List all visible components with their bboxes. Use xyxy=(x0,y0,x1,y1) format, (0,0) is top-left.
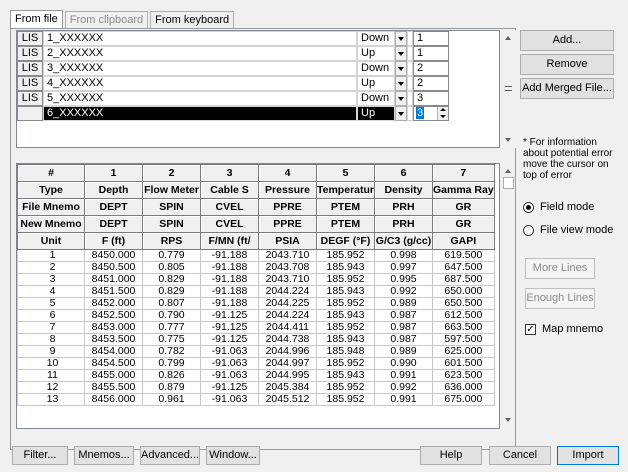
table-cell[interactable]: 185.952 xyxy=(317,394,375,406)
table-cell[interactable]: 2044.995 xyxy=(259,370,317,382)
table-cell[interactable]: 8452.500 xyxy=(85,310,143,322)
file-row-selected[interactable] xyxy=(17,106,500,121)
table-cell[interactable]: 0.998 xyxy=(375,250,433,262)
cancel-button[interactable]: Cancel xyxy=(489,446,551,465)
column-new-mnemo[interactable]: GR xyxy=(433,216,495,233)
lis-button[interactable]: LIS xyxy=(17,61,43,76)
chevron-down-icon[interactable] xyxy=(395,76,407,91)
table-cell[interactable]: 0.989 xyxy=(375,298,433,310)
column-type[interactable]: Temperatur xyxy=(317,182,375,199)
table-cell[interactable]: 2044.996 xyxy=(259,346,317,358)
file-list-scrollbar[interactable] xyxy=(501,30,516,148)
column-unit[interactable]: RPS xyxy=(143,233,201,250)
file-view-mode-radio[interactable] xyxy=(523,224,613,236)
chevron-down-icon[interactable] xyxy=(395,31,407,46)
file-number[interactable]: 3 xyxy=(413,91,449,106)
table-cell[interactable]: 185.943 xyxy=(317,286,375,298)
header-row-new-mnemo xyxy=(18,216,495,233)
table-cell[interactable]: 0.775 xyxy=(143,334,201,346)
column-type[interactable]: Density xyxy=(375,182,433,199)
scroll-up-icon[interactable] xyxy=(505,169,511,173)
column-number[interactable]: 5 xyxy=(317,165,375,182)
column-file-mnemo[interactable]: PPRE xyxy=(259,199,317,216)
add-merged-file-button[interactable]: Add Merged File... xyxy=(520,78,614,99)
table-cell[interactable]: 0.989 xyxy=(375,346,433,358)
table-cell[interactable]: 2045.384 xyxy=(259,382,317,394)
table-cell[interactable]: 8451.000 xyxy=(85,274,143,286)
table-cell[interactable]: 8453.500 xyxy=(85,334,143,346)
spin-down-icon[interactable] xyxy=(438,114,448,121)
table-cell[interactable]: -91.063 xyxy=(201,394,259,406)
file-number[interactable]: 2 xyxy=(413,76,449,91)
radio-icon[interactable] xyxy=(523,225,534,236)
table-row[interactable] xyxy=(18,334,495,346)
row-header: File Mnemo xyxy=(18,199,85,216)
table-cell[interactable]: 597.500 xyxy=(433,334,495,346)
column-new-mnemo[interactable]: CVEL xyxy=(201,216,259,233)
lis-button[interactable]: LIS xyxy=(17,46,43,61)
data-rows xyxy=(18,250,495,406)
row-number-cell[interactable]: 4 xyxy=(18,286,85,298)
table-cell[interactable]: -91.063 xyxy=(201,370,259,382)
column-file-mnemo[interactable]: GR xyxy=(433,199,495,216)
column-file-mnemo[interactable]: CVEL xyxy=(201,199,259,216)
table-cell[interactable]: 2044.411 xyxy=(259,322,317,334)
grid-scrollbar[interactable] xyxy=(501,163,516,429)
scroll-grip-icon[interactable] xyxy=(505,86,512,91)
scroll-up-icon[interactable] xyxy=(505,36,511,40)
file-list[interactable] xyxy=(16,30,500,148)
table-row[interactable] xyxy=(18,298,495,310)
import-button[interactable]: Import xyxy=(557,446,619,465)
file-name[interactable]: 3_XXXXXX xyxy=(43,61,357,76)
spinner-value-text: 3 xyxy=(417,107,424,119)
table-cell[interactable]: 0.990 xyxy=(375,358,433,370)
file-number-spinner[interactable] xyxy=(413,106,449,121)
table-row[interactable] xyxy=(18,394,495,406)
file-name[interactable]: 2_XXXXXX xyxy=(43,46,357,61)
table-cell[interactable]: 8450.000 xyxy=(85,250,143,262)
more-lines-button[interactable]: More Lines xyxy=(525,258,595,279)
column-unit[interactable]: DEGF (°F) xyxy=(317,233,375,250)
column-type[interactable]: Flow Meter xyxy=(143,182,201,199)
column-new-mnemo[interactable]: SPIN xyxy=(143,216,201,233)
table-cell[interactable]: 636.000 xyxy=(433,382,495,394)
checkbox-checked-icon[interactable]: ✓ xyxy=(526,323,535,335)
column-new-mnemo[interactable]: DEPT xyxy=(85,216,143,233)
table-cell[interactable]: 8456.000 xyxy=(85,394,143,406)
table-cell[interactable]: 612.500 xyxy=(433,310,495,322)
table-cell[interactable]: 0.829 xyxy=(143,286,201,298)
table-cell[interactable]: 8450.500 xyxy=(85,262,143,274)
table-cell[interactable]: 0.997 xyxy=(375,262,433,274)
direction-select[interactable]: Up xyxy=(357,46,395,61)
column-number[interactable]: 1 xyxy=(85,165,143,182)
table-row[interactable] xyxy=(18,310,495,322)
table-cell[interactable]: -91.063 xyxy=(201,358,259,370)
table-cell[interactable]: 185.952 xyxy=(317,358,375,370)
table-cell[interactable]: 0.991 xyxy=(375,370,433,382)
table-cell[interactable]: -91.125 xyxy=(201,310,259,322)
table-cell[interactable]: 8454.000 xyxy=(85,346,143,358)
table-cell[interactable]: 650.000 xyxy=(433,286,495,298)
row-number-cell[interactable]: 1 xyxy=(18,250,85,262)
table-cell[interactable]: 185.952 xyxy=(317,250,375,262)
row-number-cell[interactable]: 10 xyxy=(18,358,85,370)
table-cell[interactable]: 0.805 xyxy=(143,262,201,274)
file-row[interactable] xyxy=(17,76,500,91)
map-mnemo-checkbox[interactable] xyxy=(525,323,603,335)
table-row[interactable] xyxy=(18,250,495,262)
table-cell[interactable]: 650.500 xyxy=(433,298,495,310)
file-row[interactable] xyxy=(17,61,500,76)
table-cell[interactable]: 0.961 xyxy=(143,394,201,406)
table-cell[interactable]: 687.500 xyxy=(433,274,495,286)
file-number[interactable]: 1 xyxy=(413,46,449,61)
field-mode-label: Field mode xyxy=(540,201,595,213)
table-cell[interactable]: 0.992 xyxy=(375,286,433,298)
column-file-mnemo[interactable]: SPIN xyxy=(143,199,201,216)
direction-select[interactable]: Up xyxy=(357,106,395,121)
advanced-button[interactable]: Advanced... xyxy=(140,446,200,465)
chevron-down-icon[interactable] xyxy=(395,91,407,106)
field-mode-radio[interactable] xyxy=(523,201,594,213)
table-cell[interactable]: 0.777 xyxy=(143,322,201,334)
row-header: Type xyxy=(18,182,85,199)
data-grid[interactable] xyxy=(16,163,500,429)
table-cell[interactable]: 185.943 xyxy=(317,334,375,346)
file-row[interactable] xyxy=(17,31,500,46)
table-cell[interactable]: 647.500 xyxy=(433,262,495,274)
table-cell[interactable]: 2044.738 xyxy=(259,334,317,346)
file-name[interactable]: 4_XXXXXX xyxy=(43,76,357,91)
enough-lines-button[interactable]: Enough Lines xyxy=(525,288,595,309)
chevron-down-icon[interactable] xyxy=(395,61,407,76)
table-cell[interactable]: 623.500 xyxy=(433,370,495,382)
column-new-mnemo[interactable]: PRH xyxy=(375,216,433,233)
column-new-mnemo[interactable]: PTEM xyxy=(317,216,375,233)
row-number-cell[interactable]: 6 xyxy=(18,310,85,322)
table-row[interactable] xyxy=(18,274,495,286)
table-cell[interactable]: -91.188 xyxy=(201,250,259,262)
direction-select[interactable]: Up xyxy=(357,76,395,91)
table-cell[interactable]: 0.987 xyxy=(375,334,433,346)
table-cell[interactable]: -91.125 xyxy=(201,322,259,334)
tab-from-keyboard[interactable]: From keyboard xyxy=(150,11,234,28)
add-button[interactable]: Add... xyxy=(520,30,614,51)
table-cell[interactable]: 185.952 xyxy=(317,322,375,334)
column-unit[interactable]: F (ft) xyxy=(85,233,143,250)
header-row-unit xyxy=(18,233,495,250)
table-cell[interactable]: 0.829 xyxy=(143,274,201,286)
lis-button[interactable] xyxy=(17,106,43,121)
table-cell[interactable]: 185.952 xyxy=(317,274,375,286)
table-cell[interactable]: 8455.000 xyxy=(85,370,143,382)
direction-select[interactable]: Down xyxy=(357,91,395,106)
row-header: New Mnemo xyxy=(18,216,85,233)
table-cell[interactable]: -91.063 xyxy=(201,346,259,358)
lis-button[interactable]: LIS xyxy=(17,91,43,106)
table-cell[interactable]: 2044.224 xyxy=(259,310,317,322)
column-number[interactable]: 3 xyxy=(201,165,259,182)
table-cell[interactable]: 8455.500 xyxy=(85,382,143,394)
row-number-cell[interactable]: 2 xyxy=(18,262,85,274)
scroll-down-icon[interactable] xyxy=(505,138,511,142)
row-number-cell[interactable]: 8 xyxy=(18,334,85,346)
filter-button[interactable]: Filter... xyxy=(12,446,68,465)
table-cell[interactable]: 185.952 xyxy=(317,382,375,394)
table-cell[interactable]: -91.125 xyxy=(201,334,259,346)
table-row[interactable] xyxy=(18,322,495,334)
table-cell[interactable]: 185.943 xyxy=(317,310,375,322)
table-cell[interactable]: 675.000 xyxy=(433,394,495,406)
column-number[interactable]: 2 xyxy=(143,165,201,182)
table-cell[interactable]: 2043.708 xyxy=(259,262,317,274)
row-header: # xyxy=(18,165,85,182)
column-file-mnemo[interactable]: PRH xyxy=(375,199,433,216)
column-number[interactable]: 6 xyxy=(375,165,433,182)
remove-button[interactable]: Remove xyxy=(520,54,614,75)
table-cell[interactable]: 0.790 xyxy=(143,310,201,322)
map-mnemo-label: Map mnemo xyxy=(542,323,604,335)
table-row[interactable] xyxy=(18,286,495,298)
table-cell[interactable]: 0.799 xyxy=(143,358,201,370)
column-number[interactable]: 4 xyxy=(259,165,317,182)
column-unit[interactable]: PSIA xyxy=(259,233,317,250)
table-cell[interactable]: 2043.710 xyxy=(259,250,317,262)
window-button[interactable]: Window... xyxy=(206,446,260,465)
row-number-cell[interactable]: 7 xyxy=(18,322,85,334)
table-cell[interactable]: 0.987 xyxy=(375,310,433,322)
table-cell[interactable]: 8451.500 xyxy=(85,286,143,298)
chevron-down-icon[interactable] xyxy=(395,46,407,61)
data-table xyxy=(17,164,495,406)
error-info-note: * For information about potential error move the cursor on top of error xyxy=(523,137,613,181)
header-row-type xyxy=(18,182,495,199)
row-header: Unit xyxy=(18,233,85,250)
column-new-mnemo[interactable]: PPRE xyxy=(259,216,317,233)
table-cell[interactable]: 663.500 xyxy=(433,322,495,334)
table-cell[interactable]: 2044.225 xyxy=(259,298,317,310)
scroll-thumb[interactable] xyxy=(503,177,514,189)
column-unit[interactable]: GAPI xyxy=(433,233,495,250)
table-cell[interactable]: 8452.000 xyxy=(85,298,143,310)
table-cell[interactable]: 0.992 xyxy=(375,382,433,394)
column-file-mnemo[interactable]: PTEM xyxy=(317,199,375,216)
file-number[interactable]: 1 xyxy=(413,31,449,46)
table-cell[interactable]: 619.500 xyxy=(433,250,495,262)
table-cell[interactable]: 8453.000 xyxy=(85,322,143,334)
table-cell[interactable]: 2044.224 xyxy=(259,286,317,298)
table-cell[interactable]: -91.188 xyxy=(201,298,259,310)
tab-strip xyxy=(10,10,236,28)
table-cell[interactable]: -91.188 xyxy=(201,274,259,286)
file-name[interactable]: 1_XXXXXX xyxy=(43,31,357,46)
table-cell[interactable]: 0.879 xyxy=(143,382,201,394)
row-number-cell[interactable]: 9 xyxy=(18,346,85,358)
table-cell[interactable]: 185.952 xyxy=(317,298,375,310)
file-name[interactable]: 6_XXXXXX xyxy=(43,106,357,121)
file-number[interactable]: 2 xyxy=(413,61,449,76)
chevron-down-icon[interactable] xyxy=(395,106,407,121)
mnemos-button[interactable]: Mnemos... xyxy=(74,446,134,465)
table-cell[interactable]: 0.779 xyxy=(143,250,201,262)
row-number-cell[interactable]: 11 xyxy=(18,370,85,382)
table-cell[interactable]: -91.188 xyxy=(201,286,259,298)
file-view-mode-label: File view mode xyxy=(540,224,614,236)
header-row-file-mnemo xyxy=(18,199,495,216)
table-row[interactable] xyxy=(18,346,495,358)
file-row[interactable] xyxy=(17,46,500,61)
lis-button[interactable]: LIS xyxy=(17,76,43,91)
row-number-cell[interactable]: 13 xyxy=(18,394,85,406)
table-cell[interactable]: 8454.500 xyxy=(85,358,143,370)
table-cell[interactable]: 625.000 xyxy=(433,346,495,358)
table-cell[interactable]: 0.807 xyxy=(143,298,201,310)
column-file-mnemo[interactable]: DEPT xyxy=(85,199,143,216)
table-cell[interactable]: 185.948 xyxy=(317,346,375,358)
spinner-buttons[interactable] xyxy=(437,107,448,120)
table-cell[interactable]: -91.125 xyxy=(201,382,259,394)
lis-button[interactable]: LIS xyxy=(17,31,43,46)
scroll-down-icon[interactable] xyxy=(505,418,511,422)
table-cell[interactable]: 0.987 xyxy=(375,322,433,334)
table-cell[interactable]: 185.943 xyxy=(317,262,375,274)
table-cell[interactable]: -91.188 xyxy=(201,262,259,274)
table-row[interactable] xyxy=(18,382,495,394)
radio-selected-icon[interactable] xyxy=(523,202,534,213)
table-row[interactable] xyxy=(18,358,495,370)
tab-from-file[interactable]: From file xyxy=(10,10,63,29)
row-number-cell[interactable]: 12 xyxy=(18,382,85,394)
column-type[interactable]: Gamma Ray xyxy=(433,182,495,199)
column-unit[interactable]: F/MN (ft/ xyxy=(201,233,259,250)
table-cell[interactable]: 0.991 xyxy=(375,394,433,406)
help-button[interactable]: Help xyxy=(420,446,482,465)
file-row[interactable] xyxy=(17,91,500,106)
direction-select[interactable]: Down xyxy=(357,61,395,76)
table-row[interactable] xyxy=(18,370,495,382)
table-cell[interactable]: 0.782 xyxy=(143,346,201,358)
direction-select[interactable]: Down xyxy=(357,31,395,46)
row-number-cell[interactable]: 5 xyxy=(18,298,85,310)
table-cell[interactable]: 0.995 xyxy=(375,274,433,286)
spinner-value xyxy=(414,107,437,120)
table-cell[interactable]: 601.500 xyxy=(433,358,495,370)
table-cell[interactable]: 0.826 xyxy=(143,370,201,382)
column-type[interactable]: Cable S xyxy=(201,182,259,199)
column-type[interactable]: Depth xyxy=(85,182,143,199)
table-cell[interactable]: 2045.512 xyxy=(259,394,317,406)
table-cell[interactable]: 2043.710 xyxy=(259,274,317,286)
file-name[interactable]: 5_XXXXXX xyxy=(43,91,357,106)
table-row[interactable] xyxy=(18,262,495,274)
header-row-number xyxy=(18,165,495,182)
column-number[interactable]: 7 xyxy=(433,165,495,182)
tab-from-clipboard[interactable]: From clipboard xyxy=(65,11,148,28)
row-number-cell[interactable]: 3 xyxy=(18,274,85,286)
column-unit[interactable]: G/C3 (g/cc) xyxy=(375,233,433,250)
column-type[interactable]: Pressure xyxy=(259,182,317,199)
table-cell[interactable]: 2044.997 xyxy=(259,358,317,370)
table-cell[interactable]: 185.943 xyxy=(317,370,375,382)
